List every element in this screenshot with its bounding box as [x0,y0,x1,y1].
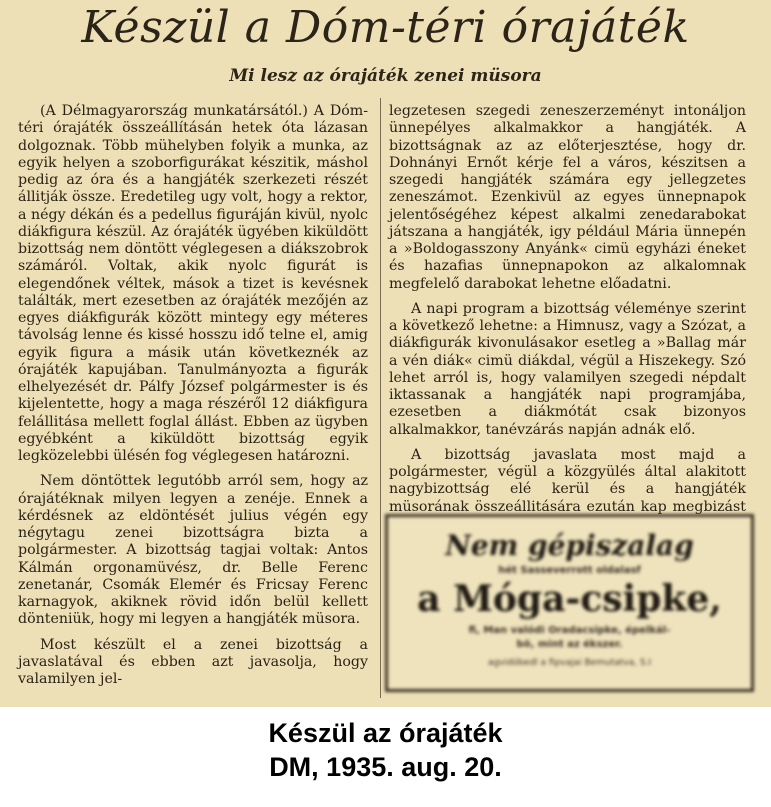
advertisement-box [385,514,754,692]
article-paragraph: A bizottság javaslata most majd a polgármester, végül a közgyülés által alakitott nagybizottság elé kerül és a hangjáték müsorának összeállitására ezután kap megbizást [389,446,746,515]
column-divider [380,98,381,698]
article-paragraph: A napi program a bizottság véleménye szerint a következő lehetne: a Himnusz, vagy a Szózat, a diákfigurák kivonulásakor esetleg a »Ballag már a vén diák« cimü diákdal, végül a Hiszekegy. Szó lehet arról is, hogy valamilyen szegedi népdalt iktassanak a hangjáték napi programjába, ezesetben a diákmótát csak bizonyos alkalmakkor, tanévzárás napján adnák elő. [389,300,746,438]
article-headline: Készül a Dóm-téri órajáték [81,2,690,53]
article-paragraph: legzetesen szegedi zeneszerzeményt intonáljon ünnepélyes alkalmakkor a hangjáték. A bizottságnak az az előterjesztése, hogy dr. Dohnányi Ernőt kérje fel a város, készitsen a szegedi hangjáték számára egy jellegzetes zeneszámot. Ezenkivül az egyes ünnepnapok jelentőségéhez képest alkalmi zenedarabokat játszana a hangjáték, igy például Mária ünnepén a »Boldogasszony Anyánk« cimü egyházi éneket és hazafias ünnepnapokon az alkalomnak megfelelő darabokat lehetne előadatni. [389,103,746,292]
article-paragraph: (A Délmagyarország munkatársától.) A Dóm-téri órajáték összeállításán hetek óta lázasan dolgoznak. Több mühelyben folyik a munka, az egyik helyen a szoborfigurákat készitik, máshol pedig az óra és a hangjáték szerkezeti részét állitják össze. Eredetileg ugy volt, hogy a rektor, a négy dékán és a pedellus figuráján kivül, nyolc diákfigura készül. Az órajáték ügyében kiküldött bizottság nem döntött véglegesen a diákszobrok számáról. Voltak, akik nyolc figurát is elegendőnek véltek, mások a tizet is kevésnek találták, mert ezesetben az órajáték mezőjén az egyes diákfigurák között mintegy egy méteres távolság lenne és kissé hosszu idő telne el, amig egyik figura a másik után következnék az órajáték kapujában. Tanulmányozta a figurák elhelyezését dr. Pálfy József polgármester is és kijelentette, hogy a maga részéről 12 diákfigura felállitása mellett foglal állást. Ebben az ügyben egyébként a kiküldött bizottság egyik legközelebbi ülésén fog véglegesen határozni. [18,103,368,464]
caption-source: DM, 1935. aug. 20. [269,752,502,782]
article-subheadline: Mi lesz az órajáték zenei müsora [229,66,542,86]
article-column-right [389,103,746,533]
caption-title: Készül az órajáték [268,718,503,748]
article-paragraph: Nem döntöttek legutóbb arról sem, hogy az órajátéknak milyen legyen a zenéje. Ennek a kérdésnek az eldöntését julius végén egy négytagu zenei bizottságra bizta a polgármester. A bizottság tagjai voltak: Antos Kálmán orgonamüvész, dr. Belle Ferenc zenetanár, Csomák Elemér és Fricsay Ferenc karnagyok, akiknek rövid időn belül kellett dönteniük, hogy mi legyen a hangjáték müsora. [18,473,368,628]
article-paragraph: Most készült el a zenei bizottság a javaslatával és ebben azt javasolja, hogy valamilyen jel- [18,636,368,687]
image-caption [0,716,771,784]
advert-line: a Móga-csipke, [417,578,722,620]
advert-line: Nem gépiszalag [445,529,694,562]
advert-line: agvidóbedl a fipvajai Bemutatva, S.I [487,658,652,668]
advert-line: fi, Man valódi Oradacsipke, épelkál- bõ, mint az ékszer. [468,625,671,650]
advert-line: hét Sasseverrott oldalasf [498,565,641,576]
article-column-left [18,103,368,688]
